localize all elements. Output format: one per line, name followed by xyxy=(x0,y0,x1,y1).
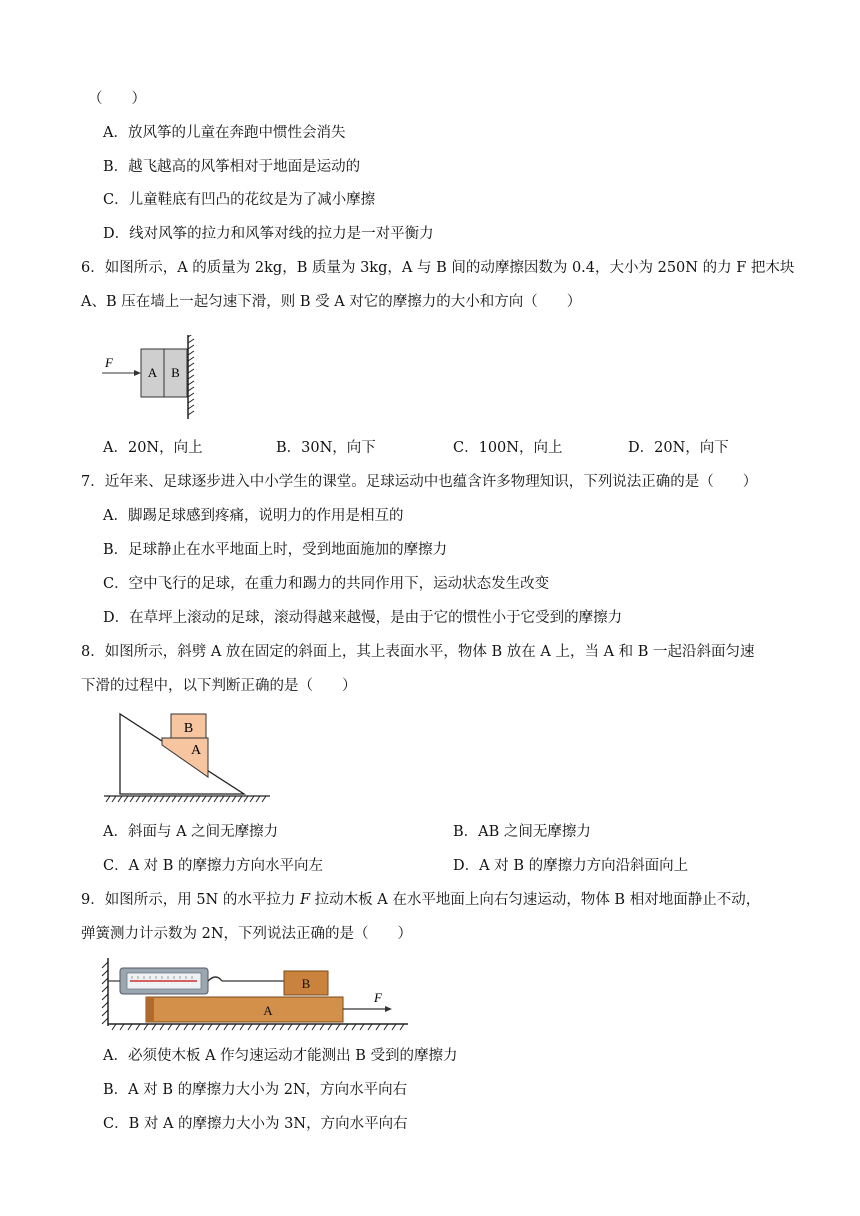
q9-stem-post: 拉动木板 A 在水平地面上向右匀速运动，物体 B 相对地面静止不动， xyxy=(310,892,761,908)
q7-stem: 7．近年来、足球逐步进入中小学生的课堂。足球运动中也蕴含许多物理知识，下列说法正确的是（ ） xyxy=(81,474,758,490)
block-b-label: B xyxy=(171,365,180,380)
q8-option-c: C．A 对 B 的摩擦力方向水平向左 xyxy=(103,858,324,874)
q9-option-c: C．B 对 A 的摩擦力大小为 3N，方向水平向右 xyxy=(103,1116,408,1132)
q8-stem-line1: 8．如图所示，斜劈 A 放在固定的斜面上，其上表面水平，物体 B 放在 A 上，当 A 和 B 一起沿斜面匀速 xyxy=(81,644,755,660)
q5-option-a: A．放风筝的儿童在奔跑中惯性会消失 xyxy=(103,125,346,141)
q6-option-a: A．20N，向上 xyxy=(103,440,203,456)
q6-stem-line2: A、B 压在墙上一起匀速下滑，则 B 受 A 对它的摩擦力的大小和方向（ ） xyxy=(81,294,582,310)
q7-option-b: B．足球静止在水平地面上时，受到地面施加的摩擦力 xyxy=(103,542,448,558)
q9-option-b: B．A 对 B 的摩擦力大小为 2N，方向水平向右 xyxy=(103,1082,408,1098)
board-a-label: A xyxy=(263,1003,273,1018)
force-f-label: F xyxy=(374,990,382,1005)
q7-option-d: D．在草坪上滚动的足球，滚动得越来越慢，是由于它的惯性小于它受到的摩擦力 xyxy=(103,610,623,626)
q6-option-c: C．100N，向上 xyxy=(453,440,563,456)
q8-option-b: B．AB 之间无摩擦力 xyxy=(453,824,591,840)
q6-stem-line1: 6．如图所示，A 的质量为 2kg，B 质量为 3kg，A 与 B 间的动摩擦因数为 0.4，大小为 250N 的力 F 把木块 xyxy=(81,260,795,276)
q9-stem-line2: 弹簧测力计示数为 2N，下列说法正确的是（ ） xyxy=(81,926,413,942)
q9-stem-var-f: F xyxy=(299,892,311,908)
block-b-label: B xyxy=(183,721,194,736)
wedge-a-label: A xyxy=(190,743,202,758)
q9-figure-spring-scale-board xyxy=(100,952,412,1036)
q8-option-d: D．A 对 B 的摩擦力方向沿斜面向上 xyxy=(453,858,689,874)
q5-answer-bracket: （ ） xyxy=(88,91,146,107)
q6-option-d: D．20N，向下 xyxy=(628,440,729,456)
q9-option-a: A．必须使木板 A 作匀速运动才能测出 B 受到的摩擦力 xyxy=(103,1048,458,1064)
q5-option-c: C．儿童鞋底有凹凸的花纹是为了减小摩擦 xyxy=(103,192,376,208)
q9-stem-pre: 9．如图所示，用 5N 的水平拉力 xyxy=(81,892,300,908)
block-a-label: A xyxy=(147,365,158,380)
q8-stem-line2: 下滑的过程中，以下判断正确的是（ ） xyxy=(81,678,357,694)
q5-option-d: D．线对风筝的拉力和风筝对线的拉力是一对平衡力 xyxy=(103,226,434,242)
board-a xyxy=(146,997,343,1022)
q6-option-b: B．30N，向下 xyxy=(276,440,376,456)
q8-option-a: A．斜面与 A 之间无摩擦力 xyxy=(103,824,279,840)
q7-option-a: A．脚踢足球感到疼痛，说明力的作用是相互的 xyxy=(103,508,404,524)
q5-option-b: B．越飞越高的风筝相对于地面是运动的 xyxy=(103,159,361,175)
block-b-label: B xyxy=(301,976,311,991)
q8-figure-incline-wedge xyxy=(100,708,275,806)
q7-option-c: C．空中飞行的足球，在重力和踢力的共同作用下，运动状态发生改变 xyxy=(103,576,550,592)
q9-stem-line1 xyxy=(81,890,760,910)
q6-figure-blocks-against-wall xyxy=(100,335,200,425)
force-f-label: F xyxy=(105,355,113,370)
